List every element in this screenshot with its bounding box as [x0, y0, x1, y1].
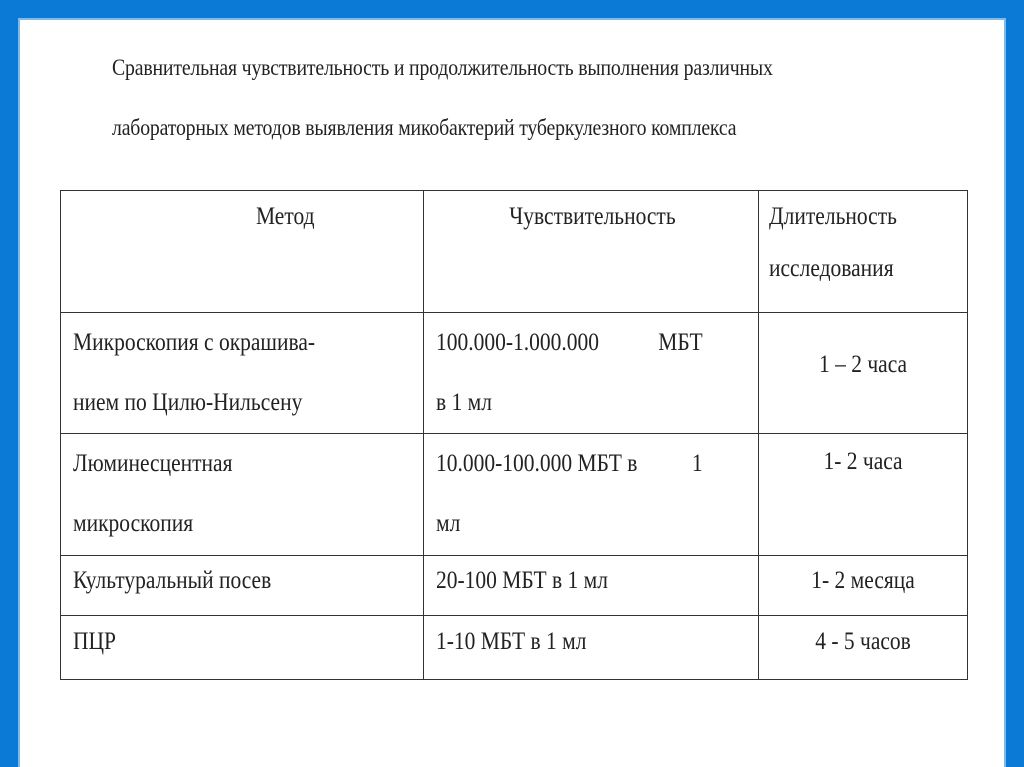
header-duration: Длительность исследования	[758, 191, 967, 313]
table-row	[61, 556, 968, 616]
cell-duration: 1 – 2 часа	[758, 313, 967, 434]
cell-sensitivity: 20-100 МБТ в 1 мл	[424, 556, 758, 616]
methods-table	[60, 190, 968, 680]
table-header-row	[61, 191, 968, 313]
sensitivity-value: 100.000-1.000.000	[436, 329, 600, 356]
header-method: Метод	[61, 191, 424, 313]
cell-duration: 1- 2 часа	[758, 434, 967, 556]
title-line-1: Сравнительная чувствительность и продолжительность выполнения различных	[112, 55, 773, 80]
title-line-2: лабораторных методов выявления микобактерий туберкулезного комплекса	[112, 115, 737, 140]
sensitivity-unit: МБТ	[658, 329, 704, 356]
cell-duration: 1- 2 месяца	[758, 556, 967, 616]
cell-duration: 4 - 5 часов	[758, 616, 967, 680]
table-row	[61, 616, 968, 680]
cell-sensitivity: 10.000-100.000 МБТ в 1 мл	[424, 434, 758, 556]
cell-method: Микроскопия с окрашива- нием по Цилю-Нильсену	[61, 313, 424, 434]
slide-title	[112, 38, 869, 158]
sensitivity-unit: 1	[692, 450, 704, 477]
cell-sensitivity: 100.000-1.000.000 МБТ в 1 мл	[424, 313, 758, 434]
cell-method: ПЦР	[61, 616, 424, 680]
cell-method: Культуральный посев	[61, 556, 424, 616]
cell-sensitivity: 1-10 МБТ в 1 мл	[424, 616, 758, 680]
header-sensitivity: Чувствительность	[424, 191, 758, 313]
table-row	[61, 434, 968, 556]
slide	[18, 18, 1006, 767]
sensitivity-value: 10.000-100.000 МБТ в	[436, 450, 638, 477]
table-row	[61, 313, 968, 434]
cell-method: Люминесцентная микроскопия	[61, 434, 424, 556]
